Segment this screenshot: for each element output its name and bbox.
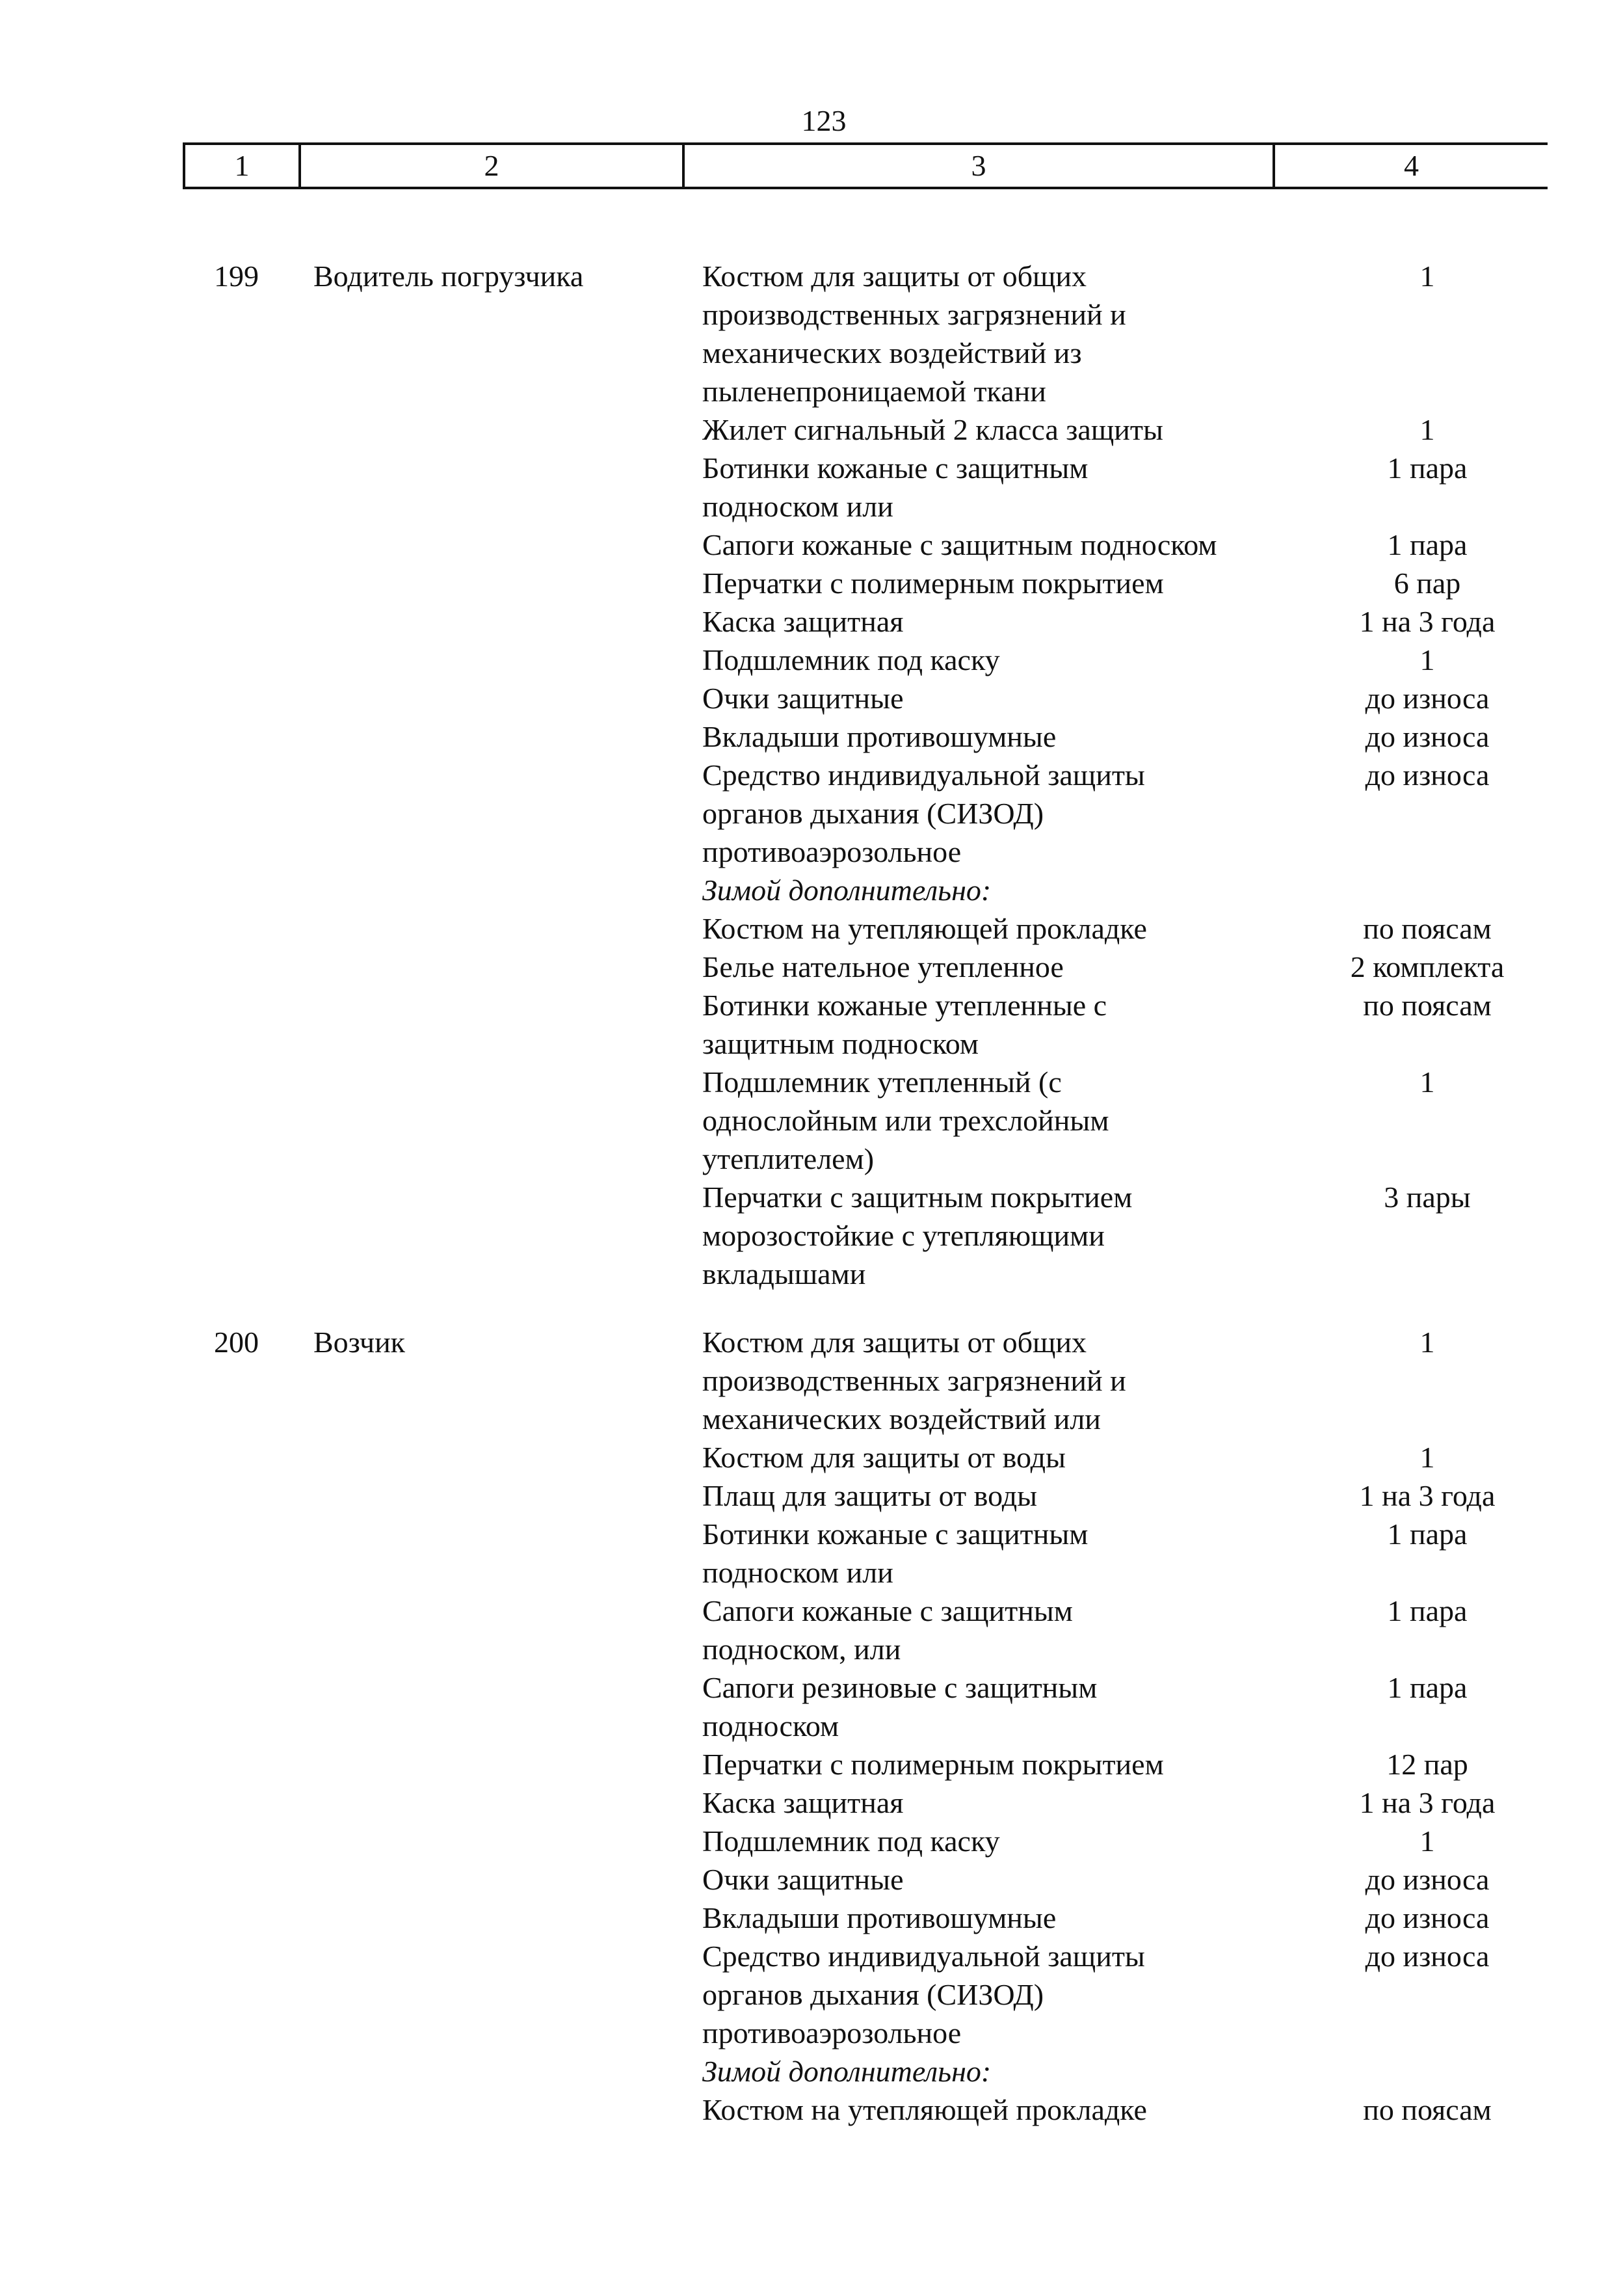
ppe-item-row: [702, 1899, 1567, 1937]
ppe-item-quantity: 1: [1419, 643, 1435, 676]
ppe-list: [702, 257, 1567, 1293]
ppe-item-name: Ботинки кожаные с защитным подноском или: [702, 1517, 1089, 1589]
section-note: [702, 2052, 1567, 2090]
ppe-item-row: [702, 717, 1567, 756]
column-header-2: 2: [484, 149, 499, 182]
ppe-list: [702, 1323, 1567, 2129]
column-header-4: 4: [1404, 149, 1419, 182]
ppe-item-row: [702, 449, 1567, 526]
ppe-item-quantity: 3 пары: [1384, 1181, 1471, 1214]
ppe-item-row: [702, 1515, 1567, 1592]
ppe-item-quantity: [1287, 871, 1567, 909]
ppe-item-row: [702, 1323, 1567, 1438]
ppe-item-quantity: 1 пара: [1387, 1671, 1468, 1704]
ppe-item-row: [702, 679, 1567, 717]
ppe-item-name: Сапоги резиновые с защитным подноском: [702, 1671, 1098, 1742]
ppe-item-quantity: 1: [1419, 260, 1435, 293]
ppe-item-row: [702, 1937, 1567, 2052]
ppe-item-row: [702, 257, 1567, 410]
ppe-item-row: [702, 1783, 1567, 1822]
column-header-3: 3: [971, 149, 986, 182]
ppe-item-name: Каска защитная: [702, 1786, 904, 1819]
ppe-item-name: Костюм на утепляющей прокладке: [702, 912, 1147, 945]
ppe-item-quantity: до износа: [1365, 758, 1490, 792]
ppe-item-name: Каска защитная: [702, 605, 904, 638]
ppe-item-name: Ботинки кожаные утепленные с защитным подноском: [702, 989, 1107, 1060]
ppe-item-quantity: по поясам: [1363, 989, 1492, 1022]
ppe-item-row: [702, 756, 1567, 871]
ppe-item-quantity: до износа: [1365, 682, 1490, 715]
ppe-item-quantity: до износа: [1365, 1901, 1490, 1934]
ppe-item-row: [702, 909, 1567, 948]
ppe-item-quantity: 1 пара: [1387, 528, 1468, 561]
ppe-item-name: Средство индивидуальной защиты органов дыхания (СИЗОД) противоаэрозольное: [702, 1940, 1145, 2049]
ppe-item-quantity: 1: [1419, 413, 1435, 446]
ppe-item-row: [702, 1063, 1567, 1178]
ppe-item-name: Костюм для защиты от общих производственных загрязнений и механических воздействий из пыленепроницаемой ткани: [702, 260, 1126, 408]
ppe-item-quantity: 1: [1419, 1824, 1435, 1858]
ppe-item-row: [702, 410, 1567, 449]
winter-note-label: Зимой дополнительно:: [702, 874, 992, 907]
ppe-item-quantity: по поясам: [1363, 2093, 1492, 2126]
ppe-item-quantity: до износа: [1365, 1940, 1490, 1973]
ppe-item-name: Перчатки с полимерным покрытием: [702, 567, 1164, 600]
ppe-item-name: Ботинки кожаные с защитным подноском или: [702, 451, 1089, 523]
ppe-item-quantity: до износа: [1365, 1863, 1490, 1896]
ppe-item-row: [702, 641, 1567, 679]
ppe-item-name: Сапоги кожаные с защитным подноском, или: [702, 1594, 1073, 1666]
ppe-item-name: Средство индивидуальной защиты органов дыхания (СИЗОД) противоаэрозольное: [702, 758, 1145, 868]
ppe-item-quantity: 2 комплекта: [1350, 950, 1505, 983]
ppe-item-quantity: 1 на 3 года: [1359, 605, 1496, 638]
job-title: Водитель погрузчика: [313, 260, 584, 293]
entry-number: 200: [214, 1326, 259, 1359]
section-note: [702, 871, 1567, 909]
ppe-item-quantity: по поясам: [1363, 912, 1492, 945]
ppe-item-name: Сапоги кожаные с защитным подноском: [702, 528, 1217, 561]
entry-number: 199: [214, 260, 259, 293]
ppe-item-row: [702, 2090, 1567, 2129]
ppe-item-name: Плащ для защиты от воды: [702, 1479, 1038, 1512]
ppe-item-quantity: 1 пара: [1387, 1594, 1468, 1627]
ppe-item-row: [702, 564, 1567, 602]
column-header-1: 1: [234, 149, 250, 182]
ppe-item-row: [702, 1592, 1567, 1668]
ppe-item-row: [702, 1745, 1567, 1783]
ppe-item-name: Вкладыши противошумные: [702, 720, 1057, 753]
ppe-item-row: [702, 986, 1567, 1063]
ppe-item-name: Костюм на утепляющей прокладке: [702, 2093, 1147, 2126]
ppe-item-quantity: 1 пара: [1387, 451, 1468, 485]
ppe-item-quantity: 12 пар: [1386, 1748, 1468, 1781]
ppe-item-name: Подшлемник под каску: [702, 643, 1000, 676]
ppe-item-quantity: 6 пар: [1393, 567, 1461, 600]
ppe-item-quantity: 1: [1419, 1326, 1435, 1359]
ppe-item-row: [702, 1178, 1567, 1293]
page-number: 123: [801, 104, 847, 137]
ppe-item-quantity: 1: [1419, 1065, 1435, 1099]
ppe-item-name: Костюм для защиты от общих производственных загрязнений и механических воздействий или: [702, 1326, 1126, 1435]
ppe-item-quantity: [1287, 2052, 1567, 2090]
ppe-item-name: Подшлемник утепленный (с однослойным или трехслойным утеплителем): [702, 1065, 1109, 1175]
ppe-item-quantity: 1: [1419, 1441, 1435, 1474]
ppe-item-row: [702, 1476, 1567, 1515]
winter-note-label: Зимой дополнительно:: [702, 2055, 992, 2088]
ppe-item-name: Костюм для защиты от воды: [702, 1441, 1066, 1474]
ppe-item-quantity: 1 пара: [1387, 1517, 1468, 1551]
ppe-item-row: [702, 1668, 1567, 1745]
ppe-item-name: Подшлемник под каску: [702, 1824, 1000, 1858]
ppe-item-row: [702, 602, 1567, 641]
ppe-item-name: Перчатки с полимерным покрытием: [702, 1748, 1164, 1781]
ppe-item-quantity: до износа: [1365, 720, 1490, 753]
ppe-item-row: [702, 948, 1567, 986]
ppe-item-name: Очки защитные: [702, 682, 904, 715]
ppe-item-row: [702, 1860, 1567, 1899]
job-title: Возчик: [313, 1326, 406, 1359]
ppe-item-name: Перчатки с защитным покрытием морозостойкие с утепляющими вкладышами: [702, 1181, 1133, 1290]
ppe-item-row: [702, 526, 1567, 564]
ppe-item-name: Белье нательное утепленное: [702, 950, 1064, 983]
ppe-item-name: Очки защитные: [702, 1863, 904, 1896]
ppe-item-row: [702, 1438, 1567, 1476]
ppe-item-row: [702, 1822, 1567, 1860]
column-header-row: [185, 142, 1548, 189]
ppe-item-name: Жилет сигнальный 2 класса защиты: [702, 413, 1163, 446]
ppe-item-quantity: 1 на 3 года: [1359, 1786, 1496, 1819]
ppe-item-quantity: 1 на 3 года: [1359, 1479, 1496, 1512]
ppe-item-name: Вкладыши противошумные: [702, 1901, 1057, 1934]
